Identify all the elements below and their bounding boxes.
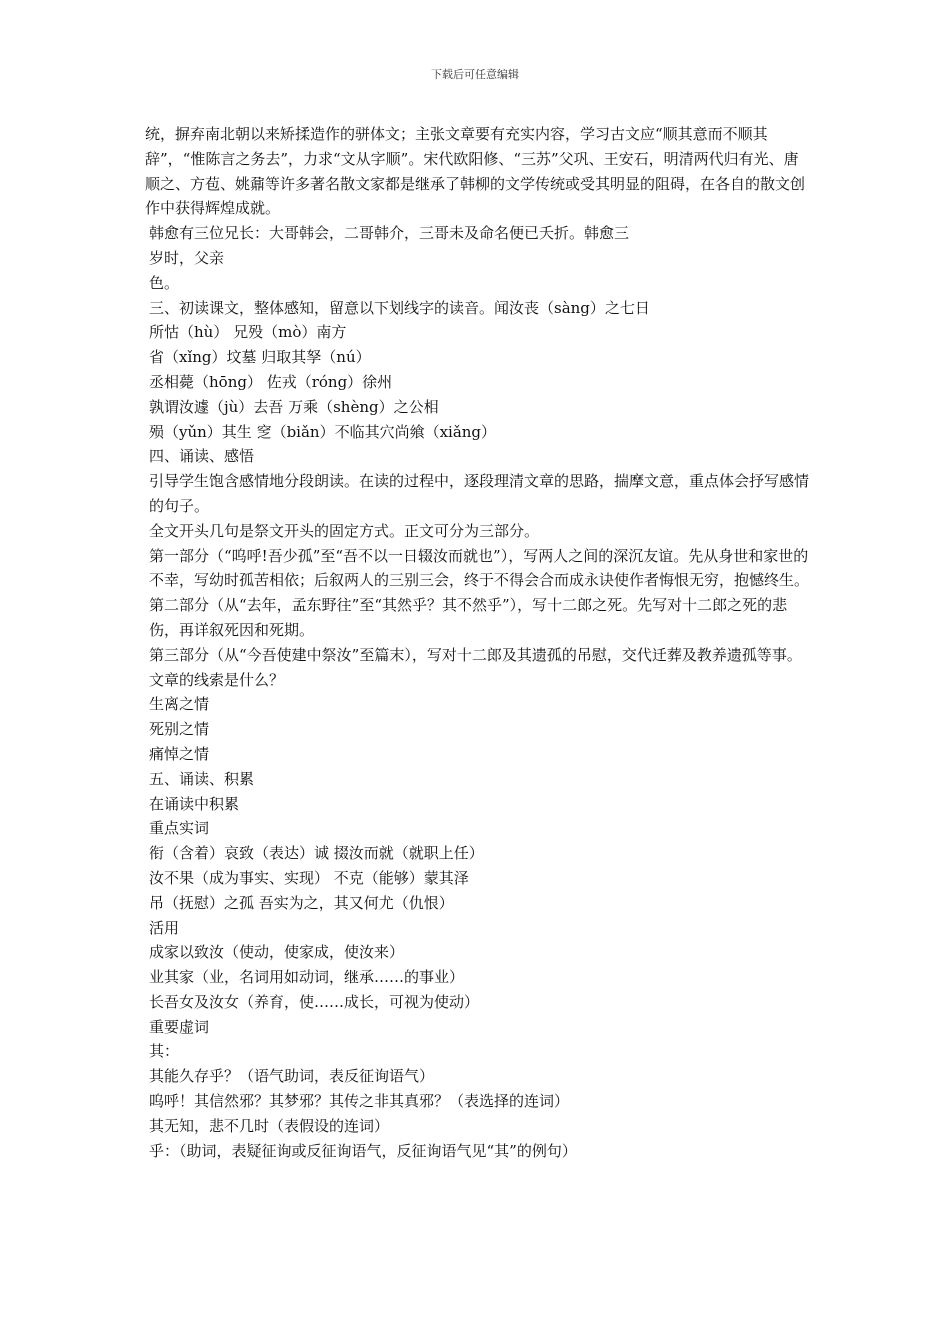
paragraph: 其能久存乎？（语气助词，表反征询语气） <box>149 1067 435 1086</box>
page-header: 下载后可任意编辑 <box>431 68 519 81</box>
paragraph: 文章的线索是什么？ <box>149 670 285 689</box>
paragraph: 在诵读中积累 <box>149 794 240 813</box>
paragraph: 所怙（hù） 兄殁（mò）南方 <box>149 323 347 342</box>
paragraph: 活用 <box>149 918 180 937</box>
paragraph: 殒（yǔn）其生 窆（biǎn）不临其穴尚飨（xiǎng） <box>149 422 497 441</box>
paragraph: 四、诵读、感悟 <box>149 447 255 466</box>
paragraph: 重要虚词 <box>149 1017 210 1036</box>
paragraph: 韩愈有三位兄长：大哥韩会，二哥韩介，三哥未及命名便已夭折。韩愈三 <box>149 224 630 243</box>
paragraph: 其： <box>149 1042 180 1061</box>
paragraph: 岁时，父亲 <box>149 248 225 267</box>
paragraph: 衔（含着）哀致（表达）诚 掇汝而就（就职上任） <box>149 844 484 863</box>
paragraph: 色。 <box>149 273 180 292</box>
paragraph: 三、初读课文，整体感知，留意以下划线字的读音。闻汝丧（sàng）之七日 <box>149 298 650 317</box>
paragraph: 统，摒弃南北朝以来矫揉造作的骈体文；主张文章要有充实内容，学习古文应“顺其意而不顺其辞”，“惟陈言之务去”，力求“文从字顺”。宋代欧阳修、“三苏”父巩、王安石，明清两代归有光、唐顺之、方苞、姚鼐等许多著名散文家都是继承了韩柳的文学传统或受其明显的阻碍，在各自的散文创作中获得辉煌成就。 <box>145 125 806 218</box>
paragraph: 第一部分（“呜呼!吾少孤”至“吾不以一日辍汝而就也”），写两人之间的深沉友谊。先从身世和家世的不幸，写幼时孤苦相依；后叙两人的三别三会，终于不得会合而成永诀使作者悔恨无穷，抱憾终生。 <box>149 546 810 590</box>
paragraph: 其无知，悲不几时（表假设的连词） <box>149 1116 390 1135</box>
paragraph: 死别之情 <box>149 720 210 739</box>
paragraph: 丞相薨（hōng） 佐戎（róng）徐州 <box>149 372 393 391</box>
paragraph: 成家以致汝（使动，使家成，使汝来） <box>149 943 405 962</box>
paragraph: 省（xǐng）坟墓 归取其孥（nú） <box>149 348 371 367</box>
paragraph: 第二部分（从“去年，孟东野往”至“其然乎？其不然乎”），写十二郎之死。先写对十二郎之死的悲伤，再详叙死因和死期。 <box>149 596 788 639</box>
paragraph: 引导学生饱含感情地分段朗读。在读的过程中，逐段理清文章的思路，揣摩文意，重点体会抒写感情的句子。 <box>149 472 810 515</box>
paragraph: 长吾女及汝女（养育，使……成长，可视为使动） <box>149 992 480 1011</box>
paragraph: 孰谓汝遽（jù）去吾 万乘（shèng）之公相 <box>149 397 439 416</box>
paragraph: 第三部分（从“今吾使建中祭汝”至篇末），写对十二郎及其遗孤的吊慰，交代迁葬及教养遗孤等事。 <box>149 645 802 664</box>
document-body <box>145 122 810 1163</box>
paragraph: 汝不果（成为事实、实现） 不克（能够）蒙其泽 <box>149 868 469 887</box>
paragraph: 五、诵读、积累 <box>149 769 255 788</box>
paragraph: 重点实词 <box>149 819 210 838</box>
paragraph: 吊（抚慰）之孤 吾实为之，其又何尤（仇恨） <box>149 893 454 912</box>
paragraph: 生离之情 <box>149 695 210 714</box>
paragraph: 呜呼！其信然邪？其梦邪？其传之非其真邪？（表选择的连词） <box>149 1092 570 1111</box>
paragraph: 痛悼之情 <box>149 744 210 763</box>
paragraph: 业其家（业，名词用如动词，继承……的事业） <box>149 968 465 987</box>
paragraph: 全文开头几句是祭文开头的固定方式。正文可分为三部分。 <box>149 521 540 540</box>
paragraph: 乎：（助词，表疑征询或反征询语气，反征询语气见“其”的例句） <box>149 1141 577 1160</box>
